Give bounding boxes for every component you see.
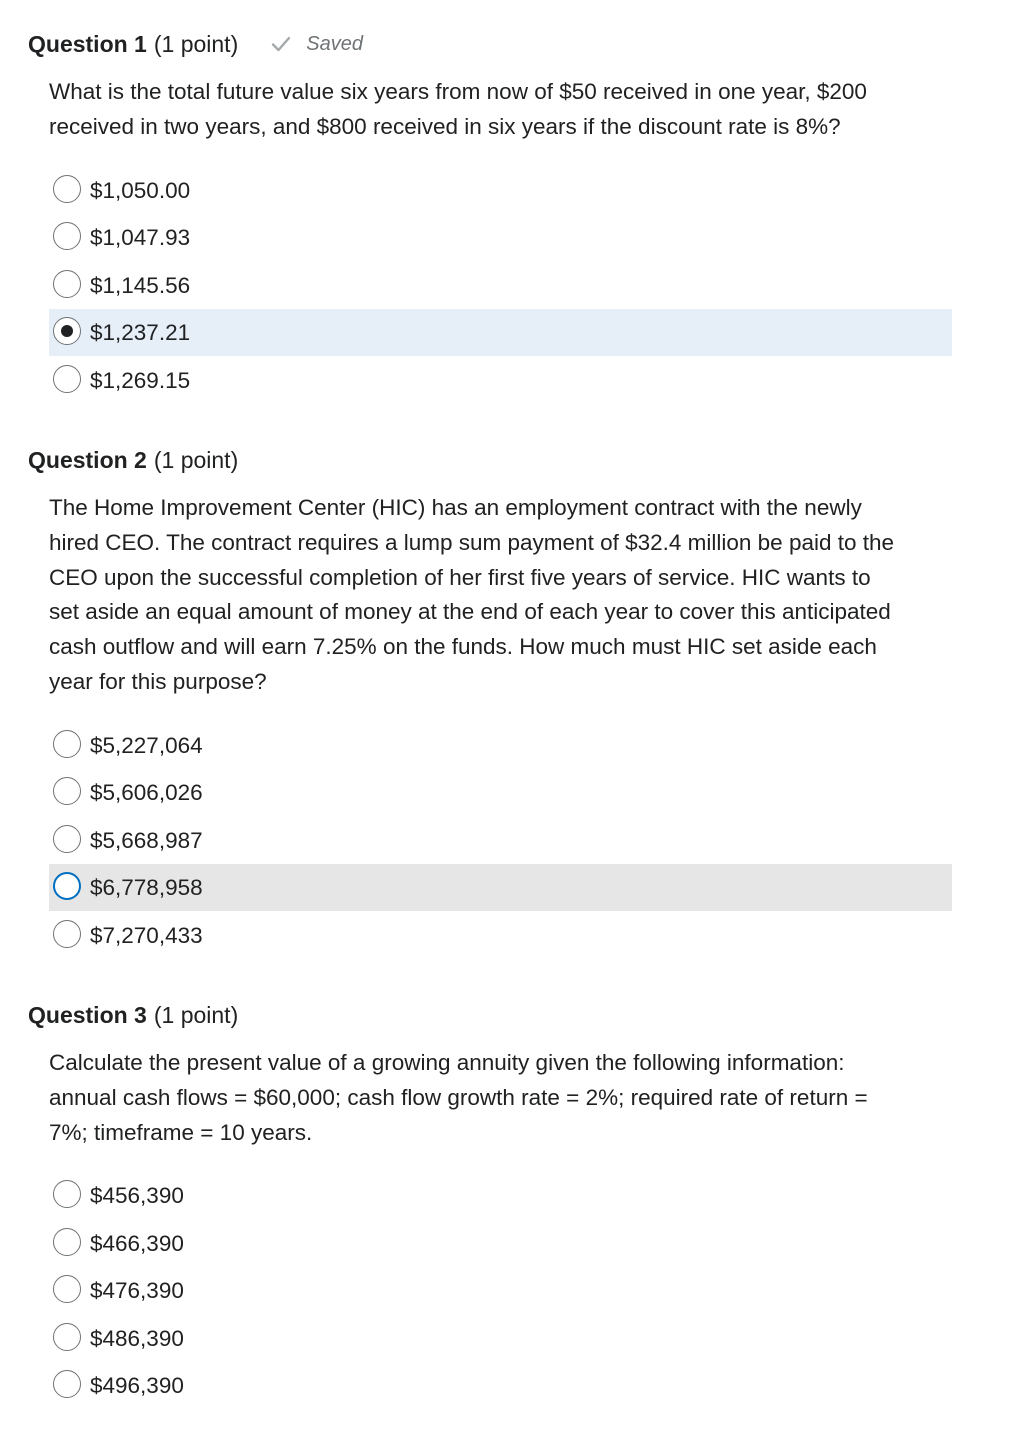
question-text-line: The Home Improvement Center (HIC) has an employment contract with the newly — [49, 495, 862, 520]
answer-option[interactable] — [49, 912, 952, 959]
question-text-line: received in two years, and $800 received in six years if the discount rate is 8%? — [49, 113, 841, 139]
question-text — [49, 75, 959, 145]
question-text-line: hired CEO. The contract requires a lump sum payment of $32.4 million be paid to the — [49, 529, 895, 555]
answer-label: $1,047.93 — [90, 225, 191, 250]
radio-button[interactable] — [53, 270, 81, 298]
question-text-line: annual cash flows = $60,000; cash flow growth rate = 2%; required rate of return = — [49, 1084, 868, 1110]
answer-option[interactable] — [49, 722, 952, 769]
radio-button[interactable] — [53, 365, 81, 393]
question-points: (1 point) — [153, 1001, 239, 1028]
answer-option[interactable] — [49, 214, 952, 261]
question-text — [49, 491, 959, 700]
question-text-line: 7%; timeframe = 10 years. — [49, 1119, 313, 1145]
radio-button[interactable] — [53, 222, 81, 250]
radio-button[interactable] — [53, 1228, 81, 1256]
question-text-line: cash outflow and will earn 7.25% on the funds. How much must HIC set aside each — [49, 634, 877, 660]
radio-button[interactable] — [53, 1180, 81, 1208]
checkmark-icon — [270, 33, 292, 55]
answer-option[interactable] — [49, 1315, 952, 1362]
question-header — [28, 445, 238, 475]
answer-label: $1,237.21 — [90, 320, 191, 345]
answer-option[interactable] — [49, 167, 952, 214]
answer-option-selected[interactable] — [49, 309, 952, 356]
question-header — [28, 1000, 238, 1030]
radio-button[interactable] — [53, 1370, 81, 1398]
answer-option[interactable] — [49, 1362, 952, 1409]
question-title: Question 2 — [28, 446, 147, 473]
radio-button[interactable] — [53, 920, 81, 948]
question-text-line: What is the total future value six years from now of $50 received in one year, $200 — [49, 79, 867, 104]
question-title: Question 3 — [28, 1001, 147, 1028]
answer-label: $1,145.56 — [90, 273, 191, 298]
question-text — [49, 1046, 959, 1150]
radio-button[interactable] — [53, 1323, 81, 1351]
answer-label: $5,606,026 — [90, 780, 203, 805]
radio-button[interactable] — [53, 1275, 81, 1303]
answer-option[interactable] — [49, 769, 952, 816]
question-text-line: year for this purpose? — [49, 668, 267, 694]
answer-label: $1,050.00 — [90, 178, 191, 203]
answer-label: $466,390 — [90, 1231, 184, 1256]
saved-status — [270, 33, 363, 56]
answer-label: $1,269.15 — [90, 368, 191, 393]
question-points: (1 point) — [153, 30, 239, 57]
answer-label: $476,390 — [90, 1278, 184, 1303]
question-title: Question 1 — [28, 30, 147, 57]
radio-button[interactable] — [53, 730, 81, 758]
question-points: (1 point) — [153, 446, 239, 473]
answer-option[interactable] — [49, 262, 952, 309]
answer-label: $456,390 — [90, 1183, 184, 1208]
radio-button[interactable] — [53, 777, 81, 805]
question-text-line: Calculate the present value of a growing annuity given the following information: — [49, 1050, 845, 1075]
radio-button-checked[interactable] — [53, 317, 81, 345]
answer-option[interactable] — [49, 357, 952, 404]
answer-option[interactable] — [49, 1172, 952, 1219]
answer-option[interactable] — [49, 817, 952, 864]
answer-label: $496,390 — [90, 1373, 184, 1398]
saved-label: Saved — [306, 32, 363, 55]
answer-label: $7,270,433 — [90, 923, 203, 948]
answer-option-hovered[interactable] — [49, 864, 952, 911]
radio-button[interactable] — [53, 175, 81, 203]
answer-label: $5,227,064 — [90, 733, 203, 758]
radio-button-focused[interactable] — [53, 872, 81, 900]
answer-option[interactable] — [49, 1267, 952, 1314]
answer-label: $486,390 — [90, 1326, 184, 1351]
answer-option[interactable] — [49, 1220, 952, 1267]
radio-button[interactable] — [53, 825, 81, 853]
answer-label: $5,668,987 — [90, 828, 203, 853]
question-header — [28, 29, 363, 59]
answer-label: $6,778,958 — [90, 875, 203, 900]
question-text-line: CEO upon the successful completion of her first five years of service. HIC wants to — [49, 564, 871, 590]
question-text-line: set aside an equal amount of money at the end of each year to cover this anticipated — [49, 599, 891, 625]
